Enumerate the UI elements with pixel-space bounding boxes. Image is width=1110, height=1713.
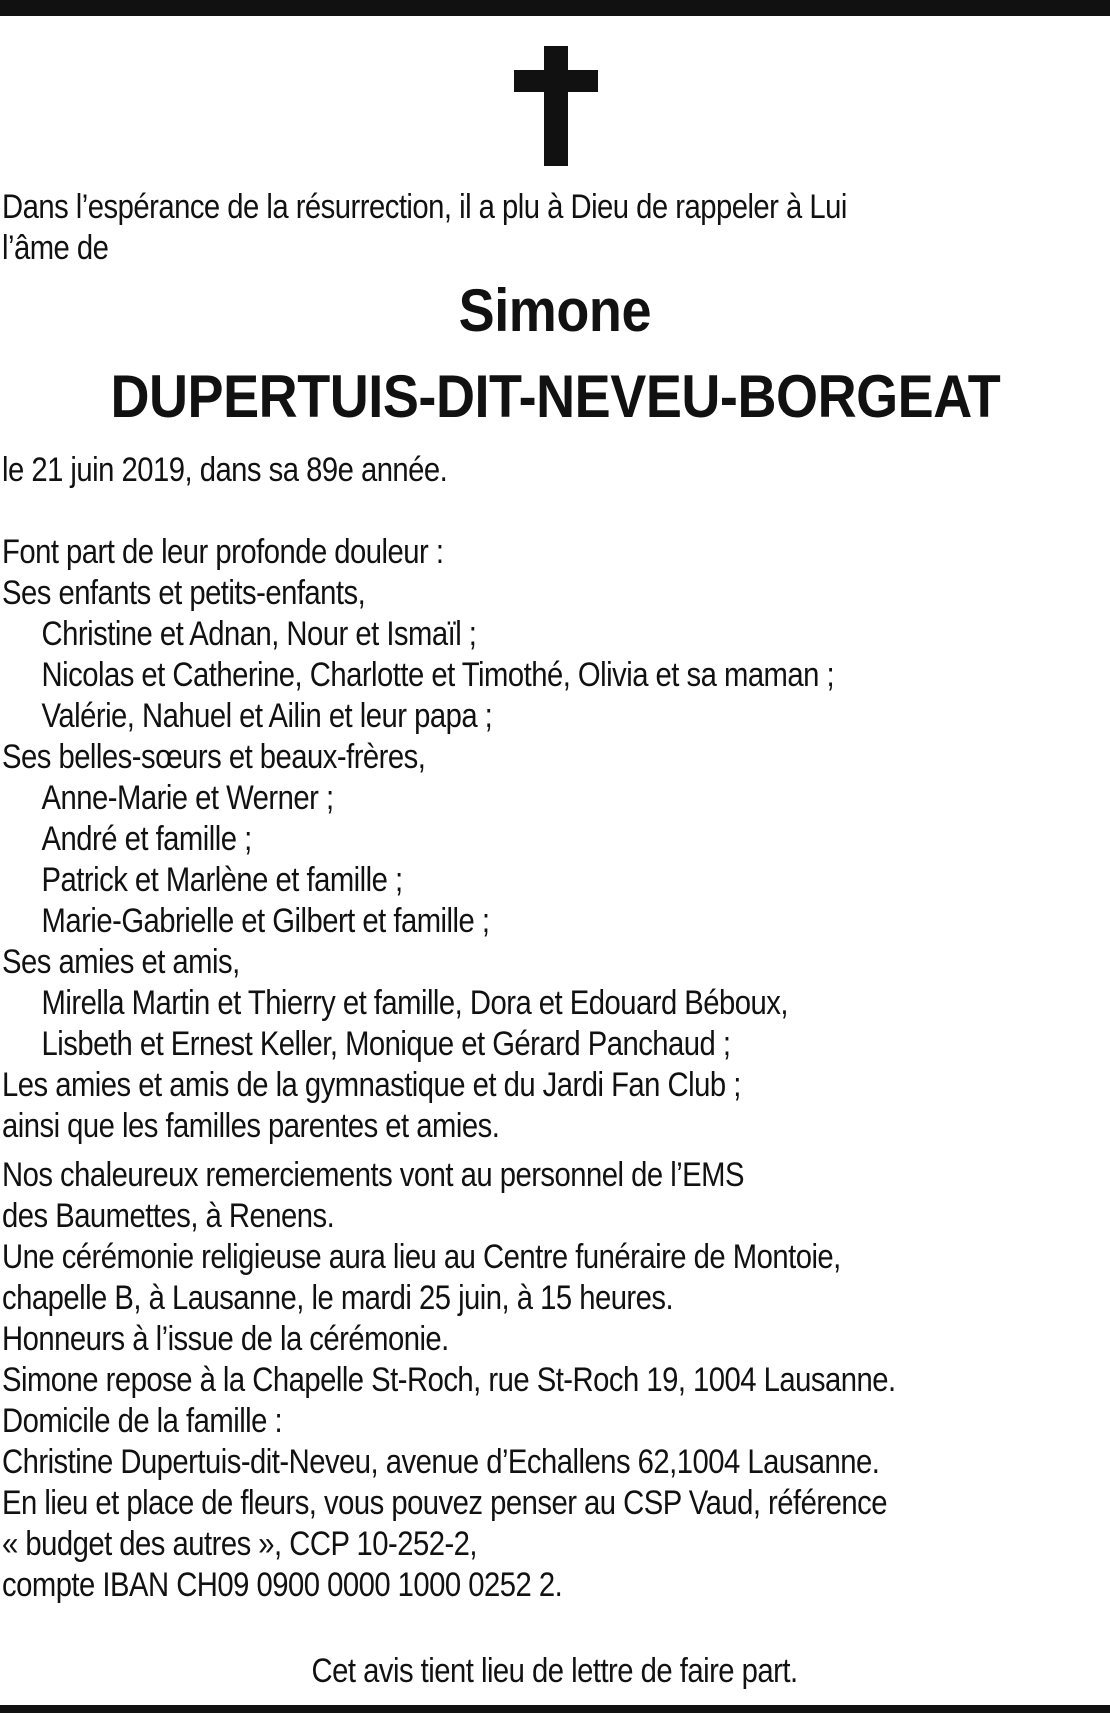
- deceased-last-name: [0, 364, 1110, 430]
- latin-cross-icon: [514, 46, 598, 166]
- others-line: Les amies et amis de la gymnastique et du Jardi Fan Club ;: [2, 1066, 741, 1104]
- inlaws-line: Marie-Gabrielle et Gilbert et famille ;: [41, 902, 490, 940]
- details-line: des Baumettes, à Renens.: [2, 1197, 335, 1235]
- friends-heading: Ses amies et amis,: [2, 943, 240, 981]
- details-section: [2, 1155, 948, 1606]
- closing-line: [0, 1651, 1110, 1692]
- children-heading: Ses enfants et petits-enfants,: [2, 574, 366, 612]
- details-line: Simone repose à la Chapelle St-Roch, rue St-Roch 19, 1004 Lausanne.: [2, 1361, 896, 1399]
- intro-paragraph: [2, 187, 948, 269]
- details-line: En lieu et place de fleurs, vous pouvez penser au CSP Vaud, référence: [2, 1484, 887, 1522]
- top-border-rule: [0, 0, 1110, 16]
- details-line: compte IBAN CH09 0900 0000 1000 0252 2.: [2, 1566, 563, 1604]
- children-line: Valérie, Nahuel et Ailin et leur papa ;: [41, 697, 493, 735]
- death-date-text: le 21 juin 2019, dans sa 89e année.: [2, 451, 448, 489]
- children-line: Christine et Adnan, Nour et Ismaïl ;: [41, 615, 477, 653]
- details-line: Domicile de la famille :: [2, 1402, 283, 1440]
- cross-horizontal-bar: [514, 70, 598, 92]
- bottom-border-rule: [0, 1705, 1110, 1713]
- deceased-last-name-text: DUPERTUIS-DIT-NEVEU-BORGEAT: [110, 363, 1000, 430]
- details-line: Nos chaleureux remerciements vont au personnel de l’EMS: [2, 1156, 744, 1194]
- family-heading: Font part de leur profonde douleur :: [2, 533, 444, 571]
- inlaws-heading: Ses belles-sœurs et beaux-frères,: [2, 738, 426, 776]
- inlaws-line: André et famille ;: [41, 820, 252, 858]
- children-line: Nicolas et Catherine, Charlotte et Timothé, Olivia et sa maman ;: [41, 656, 835, 694]
- inlaws-line: Anne-Marie et Werner ;: [41, 779, 334, 817]
- family-section: [2, 532, 948, 1147]
- deceased-first-name: [0, 278, 1110, 344]
- details-line: « budget des autres », CCP 10-252-2,: [2, 1525, 478, 1563]
- details-line: Christine Dupertuis-dit-Neveu, avenue d’Echallens 62,1004 Lausanne.: [2, 1443, 880, 1481]
- friends-line: Lisbeth et Ernest Keller, Monique et Gérard Panchaud ;: [41, 1025, 731, 1063]
- details-line: chapelle B, à Lausanne, le mardi 25 juin, à 15 heures.: [2, 1279, 674, 1317]
- friends-line: Mirella Martin et Thierry et famille, Dora et Edouard Béboux,: [41, 984, 788, 1022]
- intro-line: l’âme de: [2, 229, 109, 267]
- details-line: Une cérémonie religieuse aura lieu au Centre funéraire de Montoie,: [2, 1238, 841, 1276]
- inlaws-line: Patrick et Marlène et famille ;: [41, 861, 403, 899]
- cross-vertical-bar: [544, 46, 568, 166]
- details-line: Honneurs à l’issue de la cérémonie.: [2, 1320, 449, 1358]
- intro-line: Dans l’espérance de la résurrection, il a plu à Dieu de rappeler à Lui: [2, 188, 847, 226]
- closing-text: Cet avis tient lieu de lettre de faire part.: [311, 1652, 799, 1690]
- deceased-first-name-text: Simone: [458, 277, 652, 344]
- date-line: [2, 450, 948, 491]
- others-line: ainsi que les familles parentes et amies.: [2, 1107, 500, 1145]
